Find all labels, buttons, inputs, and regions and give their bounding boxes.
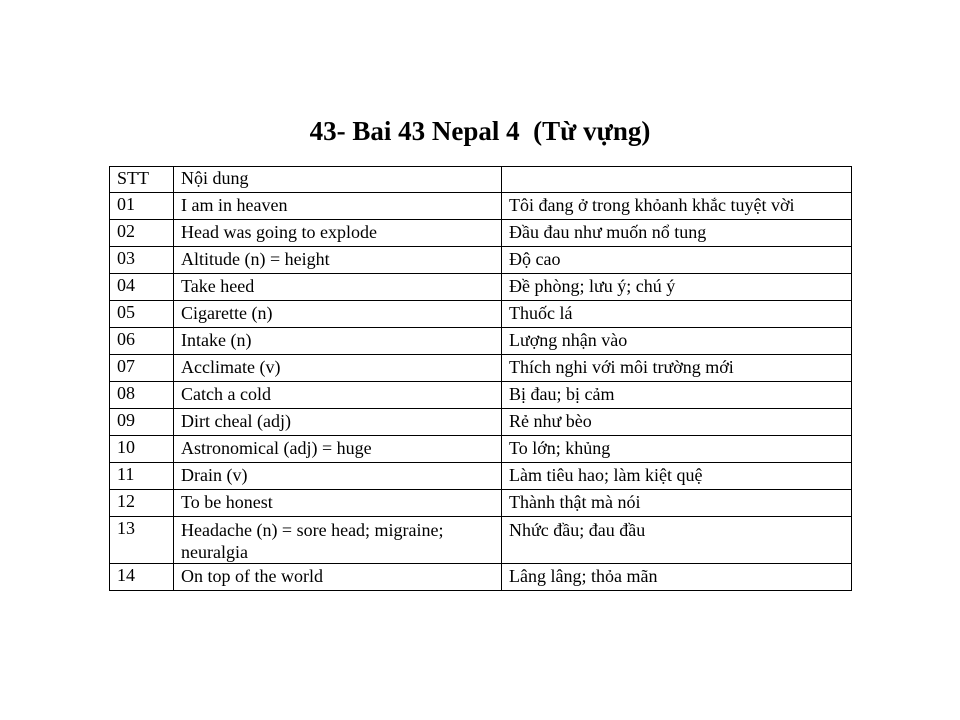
row-number: 04	[110, 274, 174, 301]
table-row	[110, 517, 852, 564]
table-row	[110, 463, 852, 490]
table-row	[110, 436, 852, 463]
english-term: Intake (n)	[174, 328, 502, 355]
table-row	[110, 382, 852, 409]
english-term: I am in heaven	[174, 193, 502, 220]
vietnamese-meaning: Bị đau; bị cảm	[502, 382, 852, 409]
table-row	[110, 220, 852, 247]
row-number: 08	[110, 382, 174, 409]
english-term: Cigarette (n)	[174, 301, 502, 328]
english-term: Dirt cheal (adj)	[174, 409, 502, 436]
table-header-row	[110, 167, 852, 193]
row-number: 07	[110, 355, 174, 382]
header-content: Nội dung	[174, 167, 502, 193]
vietnamese-meaning: Lượng nhận vào	[502, 328, 852, 355]
english-term: Astronomical (adj) = huge	[174, 436, 502, 463]
row-number: 10	[110, 436, 174, 463]
table-row	[110, 564, 852, 591]
row-number: 02	[110, 220, 174, 247]
vietnamese-meaning: To lớn; khủng	[502, 436, 852, 463]
document-title: 43- Bai 43 Nepal 4 (Từ vựng)	[309, 116, 651, 146]
vocabulary-table	[109, 166, 852, 591]
row-number: 05	[110, 301, 174, 328]
row-number: 03	[110, 247, 174, 274]
english-term: Take heed	[174, 274, 502, 301]
table-row	[110, 301, 852, 328]
row-number: 12	[110, 490, 174, 517]
english-term: To be honest	[174, 490, 502, 517]
row-number: 11	[110, 463, 174, 490]
vietnamese-meaning: Lâng lâng; thỏa mãn	[502, 564, 852, 591]
header-stt: STT	[110, 167, 174, 193]
vietnamese-meaning: Thích nghi với môi trường mới	[502, 355, 852, 382]
table-row	[110, 274, 852, 301]
english-term: Acclimate (v)	[174, 355, 502, 382]
vietnamese-meaning: Làm tiêu hao; làm kiệt quệ	[502, 463, 852, 490]
table-row	[110, 247, 852, 274]
table-row	[110, 409, 852, 436]
vietnamese-meaning: Thuốc lá	[502, 301, 852, 328]
header-meaning	[502, 167, 852, 193]
row-number: 13	[110, 517, 174, 564]
table-row	[110, 328, 852, 355]
english-term: Catch a cold	[174, 382, 502, 409]
vietnamese-meaning: Độ cao	[502, 247, 852, 274]
table-row	[110, 490, 852, 517]
english-term: Altitude (n) = height	[174, 247, 502, 274]
row-number: 01	[110, 193, 174, 220]
row-number: 14	[110, 564, 174, 591]
vietnamese-meaning: Nhức đầu; đau đầu	[502, 517, 852, 564]
table-row	[110, 355, 852, 382]
row-number: 09	[110, 409, 174, 436]
vietnamese-meaning: Tôi đang ở trong khỏanh khắc tuyệt vời	[502, 193, 852, 220]
vietnamese-meaning: Đầu đau như muốn nổ tung	[502, 220, 852, 247]
english-term: Head was going to explode	[174, 220, 502, 247]
table-row	[110, 193, 852, 220]
english-term: Headache (n) = sore head; migraine; neuralgia	[174, 517, 502, 564]
vietnamese-meaning: Đề phòng; lưu ý; chú ý	[502, 274, 852, 301]
vietnamese-meaning: Rẻ như bèo	[502, 409, 852, 436]
vietnamese-meaning: Thành thật mà nói	[502, 490, 852, 517]
english-term: Drain (v)	[174, 463, 502, 490]
english-term: On top of the world	[174, 564, 502, 591]
row-number: 06	[110, 328, 174, 355]
